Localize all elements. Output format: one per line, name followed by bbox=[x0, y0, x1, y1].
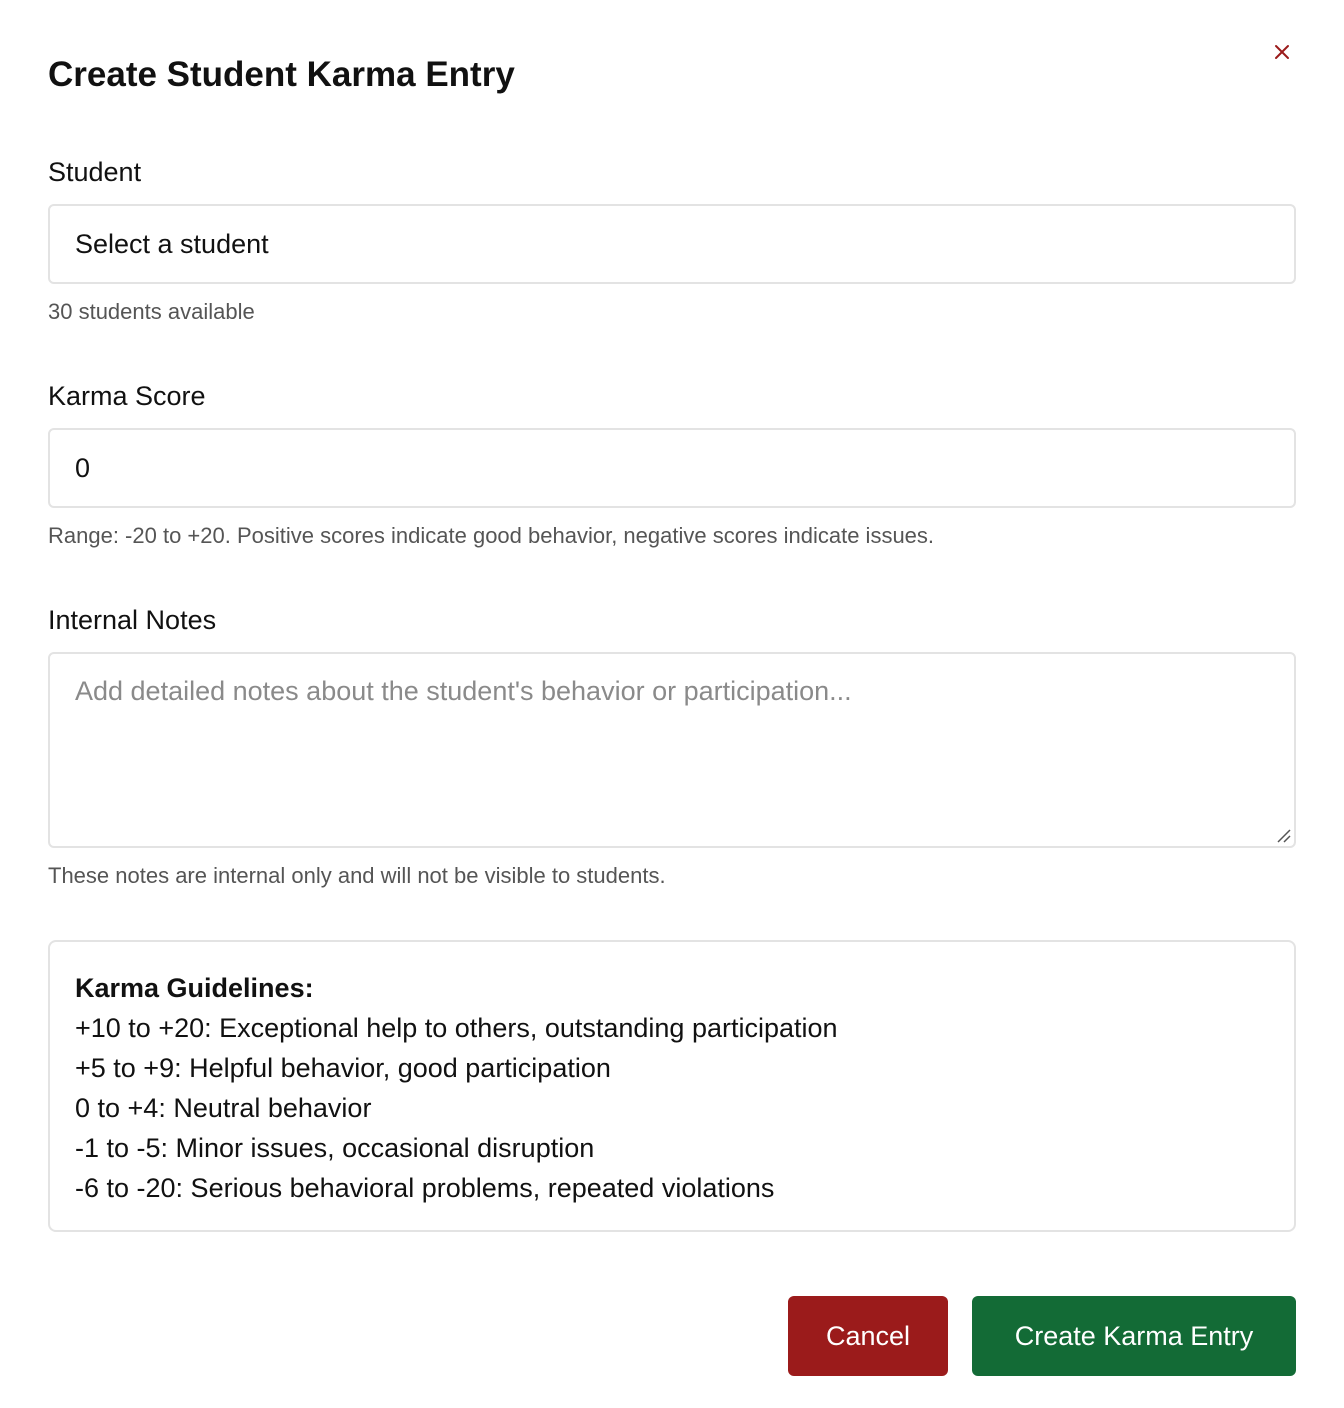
internal-notes-help-text: These notes are internal only and will not be visible to students. bbox=[48, 863, 666, 888]
student-help-text: 30 students available bbox=[48, 299, 255, 324]
guidelines-title: Karma Guidelines: bbox=[75, 973, 314, 1003]
guideline-item: +5 to +9: Helpful behavior, good participation bbox=[75, 1053, 611, 1083]
student-select[interactable] bbox=[48, 204, 1296, 284]
internal-notes-textarea[interactable] bbox=[48, 652, 1296, 848]
karma-score-value: 0 bbox=[75, 452, 91, 483]
karma-score-label: Karma Score bbox=[48, 381, 206, 411]
cancel-button[interactable]: Cancel bbox=[788, 1296, 948, 1376]
guideline-item: -6 to -20: Serious behavioral problems, repeated violations bbox=[75, 1173, 775, 1203]
resize-handle-icon[interactable] bbox=[1274, 826, 1292, 844]
guideline-item: -1 to -5: Minor issues, occasional disruption bbox=[75, 1133, 595, 1163]
karma-guidelines-box bbox=[48, 940, 1296, 1232]
guideline-item: 0 to +4: Neutral behavior bbox=[75, 1093, 372, 1123]
karma-score-help-text: Range: -20 to +20. Positive scores indicate good behavior, negative scores indicate issues. bbox=[48, 523, 935, 548]
internal-notes-label: Internal Notes bbox=[48, 605, 217, 635]
create-karma-entry-button[interactable]: Create Karma Entry bbox=[972, 1296, 1296, 1376]
internal-notes-placeholder: Add detailed notes about the student's behavior or participation... bbox=[75, 676, 852, 706]
student-label: Student bbox=[48, 157, 142, 187]
close-icon bbox=[1274, 44, 1290, 60]
close-button[interactable] bbox=[1266, 36, 1298, 68]
student-select-value: Select a student bbox=[75, 228, 269, 259]
guideline-item: +10 to +20: Exceptional help to others, outstanding participation bbox=[75, 1013, 838, 1043]
dialog-title: Create Student Karma Entry bbox=[48, 55, 515, 94]
karma-score-input[interactable] bbox=[48, 428, 1296, 508]
